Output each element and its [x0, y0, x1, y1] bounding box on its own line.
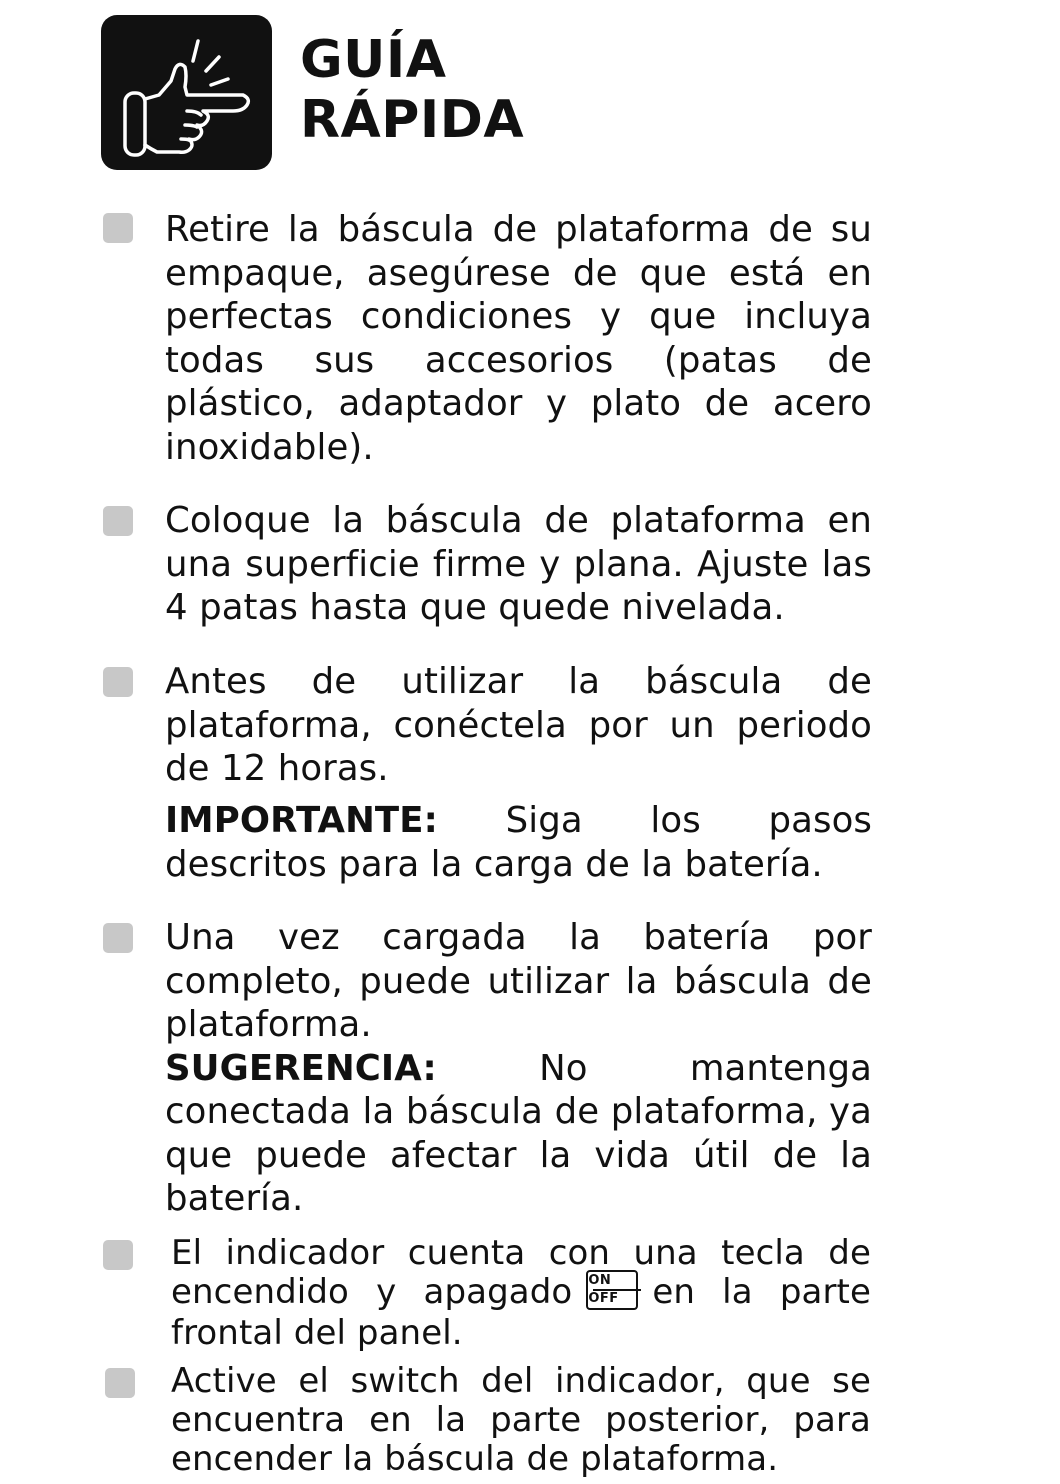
pointing-hand-icon: [101, 15, 272, 170]
step-2-text: [165, 499, 872, 630]
step-4-note-text: No mantenga conectada la báscula de plataforma, ya que puede afectar la vida útil de la batería.: [165, 1047, 872, 1219]
step-2-checkbox[interactable]: [103, 506, 133, 536]
step-4-checkbox[interactable]: [103, 923, 133, 953]
page-title-line-2: RÁPIDA: [300, 90, 525, 150]
step-5-body-after: en la parte frontal del panel.: [171, 1272, 871, 1353]
step-6-body: Active el switch del indicador, que se encuentra en la parte posterior, para encender la báscula de plataforma.: [171, 1361, 871, 1479]
step-3-note: [165, 799, 872, 886]
step-2-body: Coloque la báscula de plataforma en una superficie firme y plana. Ajuste las 4 patas hasta que quede nivelada.: [165, 500, 872, 628]
on-off-key-icon: [586, 1270, 638, 1310]
step-3-body: Antes de utilizar la báscula de plataforma, conéctela por un periodo de 12 horas.: [165, 661, 872, 789]
step-3-note-label: IMPORTANTE:: [165, 800, 438, 841]
page-title: [300, 30, 524, 150]
step-3-checkbox[interactable]: [103, 667, 133, 697]
guide-logo: [101, 15, 272, 170]
step-6-text: [171, 1362, 871, 1479]
step-4-text: [165, 916, 872, 1221]
on-off-key-off-label: OFF: [588, 1290, 619, 1306]
step-5-text: [171, 1234, 871, 1353]
step-4-note-label: SUGERENCIA:: [165, 1047, 437, 1089]
step-1-checkbox[interactable]: [103, 213, 133, 243]
step-1-text: [165, 208, 872, 469]
step-3-text: [165, 660, 872, 791]
step-1-body: Retire la báscula de plataforma de su empaque, asegúrese de que está en perfectas condiciones y que incluya todas sus accesorios (patas de plástico, adaptador y plato de acero inoxidable).: [165, 209, 872, 468]
step-5-checkbox[interactable]: [103, 1240, 133, 1270]
step-3-note-text: Siga los pasos descritos para la carga de la batería.: [165, 800, 872, 885]
step-4-body: Una vez cargada la batería por completo, puede utilizar la báscula de plataforma.: [165, 917, 872, 1045]
step-6-checkbox[interactable]: [105, 1368, 135, 1398]
step-5-body-before: El indicador cuenta con una tecla de encendido y apagado: [171, 1233, 871, 1312]
on-off-key-on-label: ON: [588, 1272, 612, 1288]
page-title-line-1: GUÍA: [300, 30, 447, 90]
